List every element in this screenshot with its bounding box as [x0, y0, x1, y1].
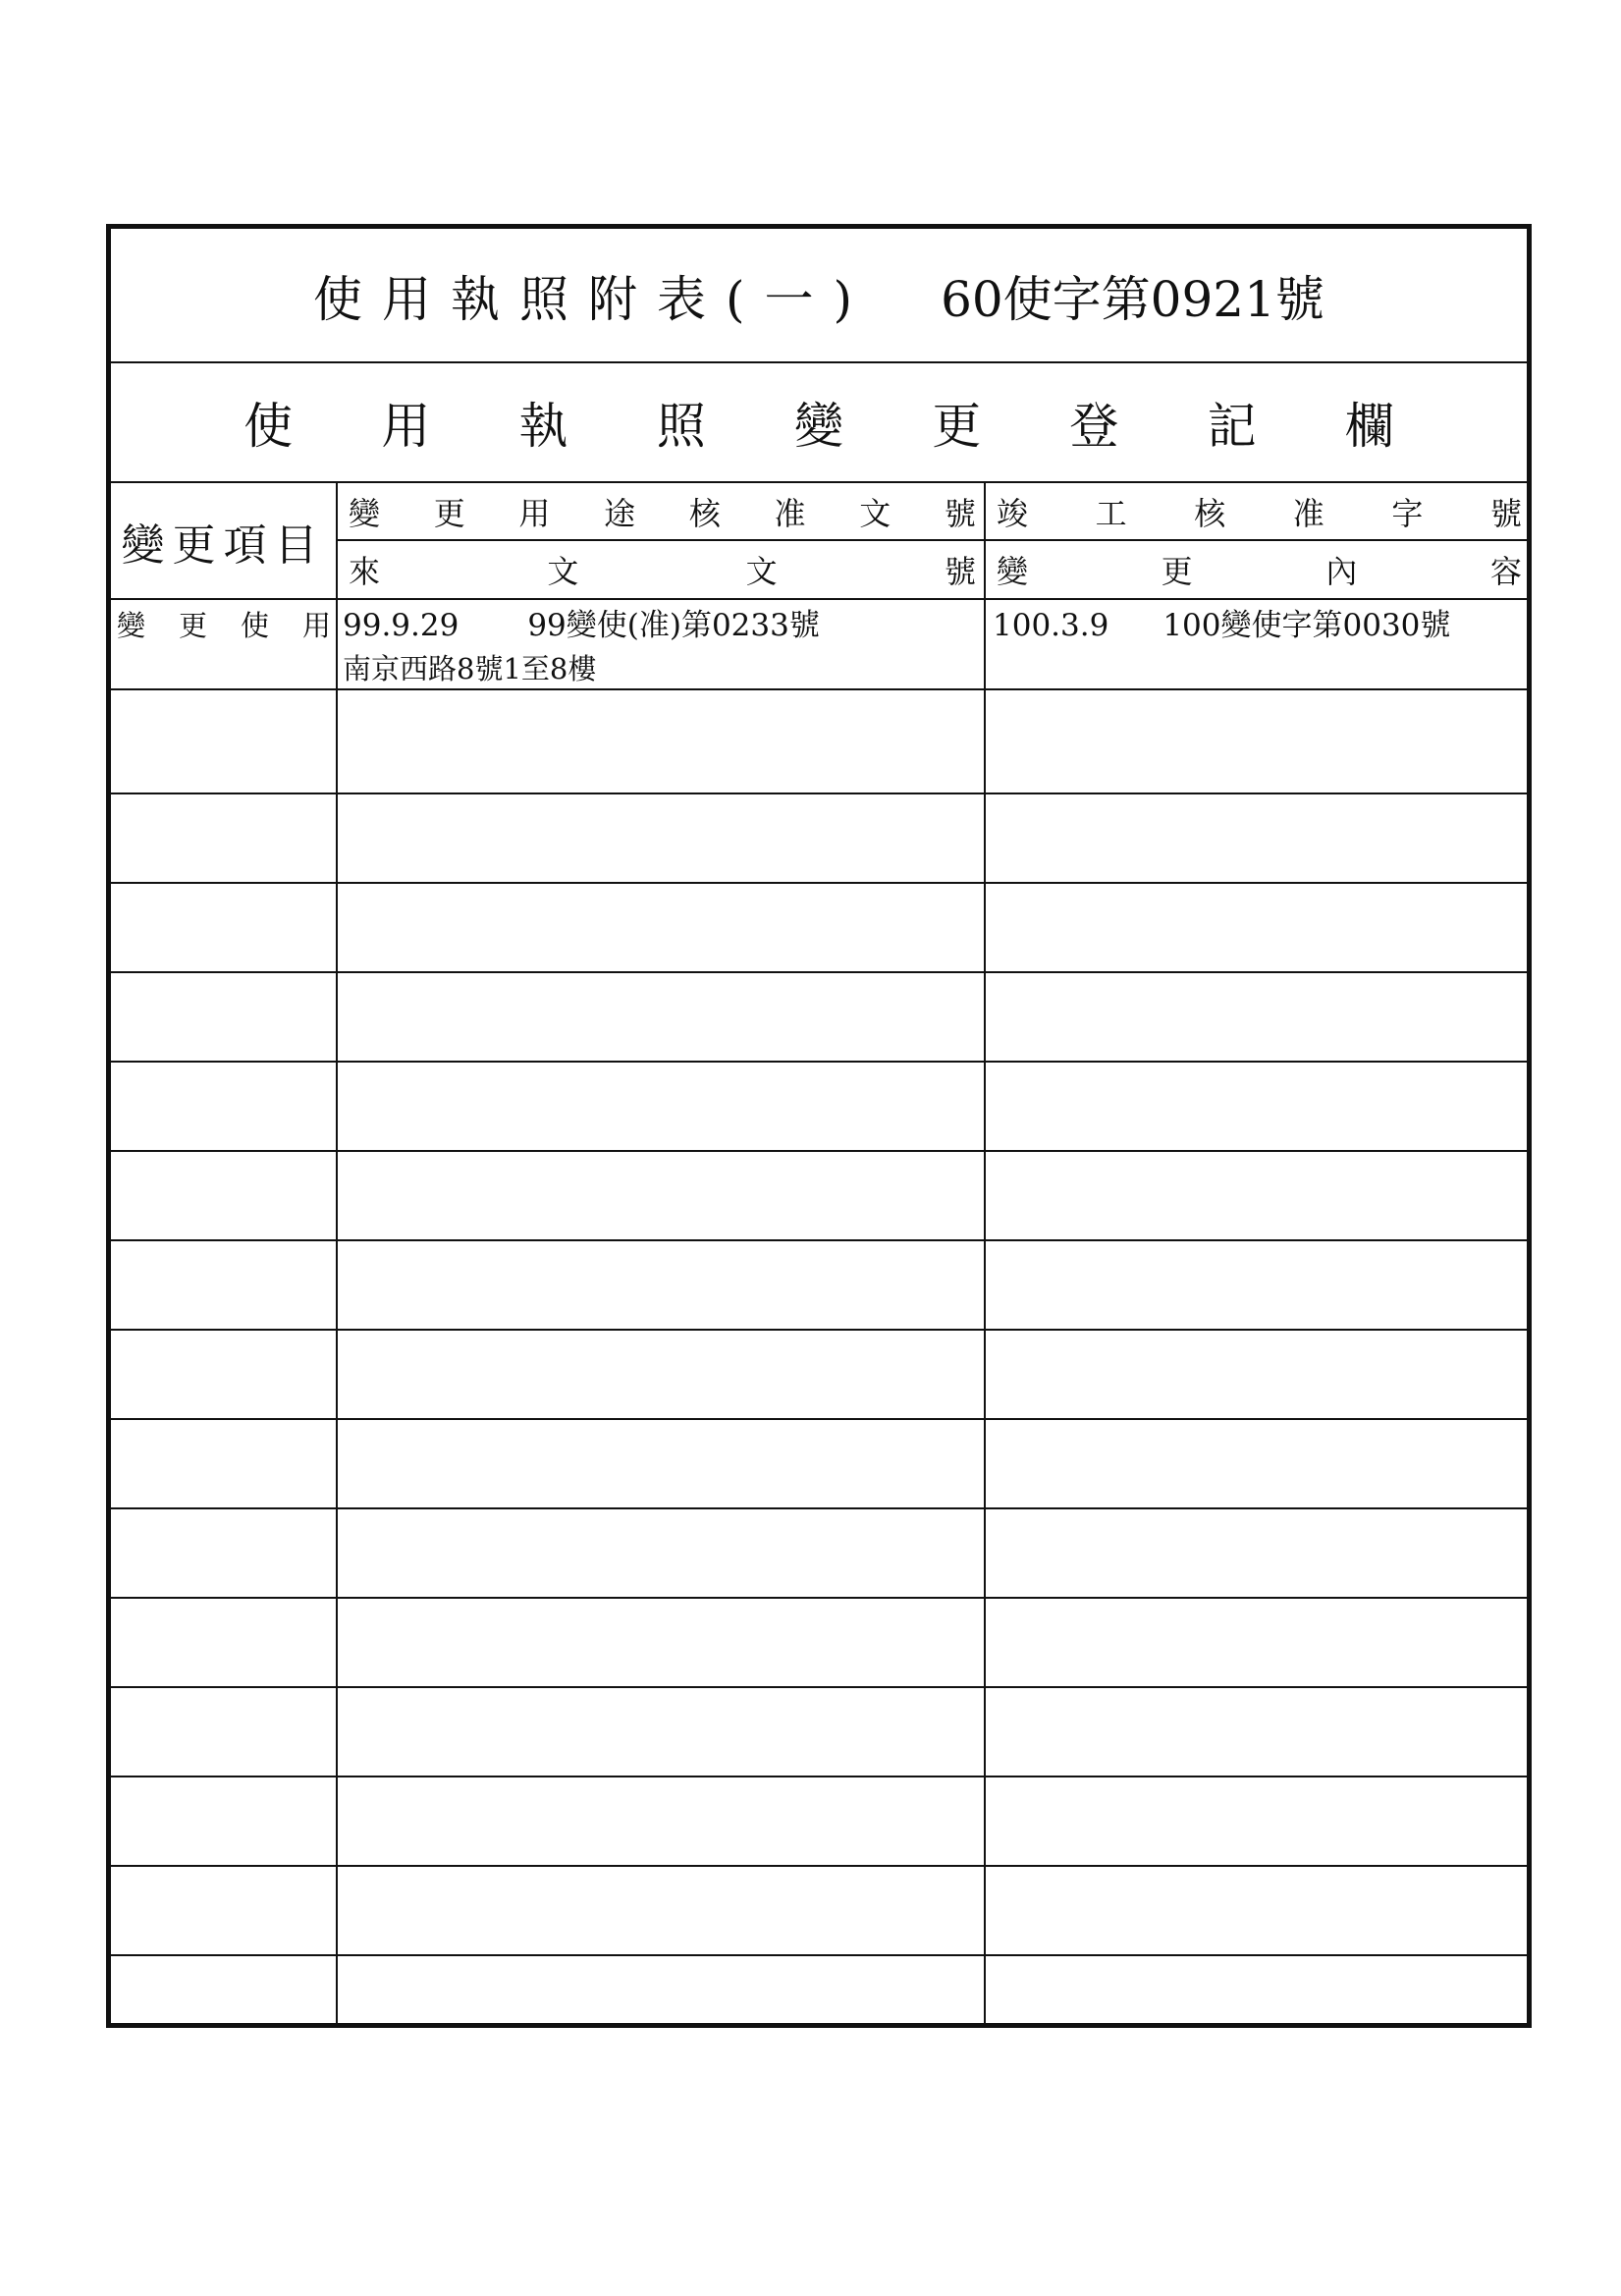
header-char: 用: [518, 494, 551, 532]
column-header-change-content: [989, 541, 1526, 598]
column-header-item: 變更項目: [121, 519, 326, 571]
row-divider: [111, 1686, 1527, 1688]
row-approval: [343, 604, 981, 690]
header-char: 字: [1391, 494, 1424, 532]
header-char: 變: [349, 494, 381, 532]
section-title-char: 用: [381, 398, 431, 455]
row-divider: [111, 1507, 1527, 1509]
row-divider: [111, 882, 1527, 884]
header-char: 途: [604, 494, 636, 532]
column-header-completion-no: [989, 483, 1526, 539]
header-char: 號: [944, 494, 976, 532]
column-header-incoming-doc: [341, 541, 984, 598]
license-number: 60使字第0921號: [941, 270, 1324, 328]
column-header-approval-no: [341, 483, 984, 539]
row-divider: [111, 1597, 1527, 1599]
title-row: [111, 229, 1527, 361]
header-char: 變: [997, 553, 1029, 590]
item-char: 變: [117, 609, 146, 642]
row-item: [117, 604, 331, 647]
item-char: 使: [240, 609, 269, 642]
header-char: 文: [859, 494, 892, 532]
row-divider: [111, 1061, 1527, 1063]
header-char: 來: [349, 553, 381, 590]
header-char: 准: [774, 494, 806, 532]
section-title-char: 使: [243, 398, 294, 455]
header-char: 更: [1161, 553, 1193, 590]
completion-date: 100.3.9: [993, 608, 1109, 643]
row-divider: [111, 1865, 1527, 1867]
header-char: 更: [433, 494, 465, 532]
section-title-char: 登: [1069, 398, 1119, 455]
completion-number: 100變使字第0030號: [1162, 608, 1451, 643]
header-char: 核: [1194, 494, 1226, 532]
row-divider: [111, 688, 1527, 690]
header-char: 准: [1292, 494, 1324, 532]
section-title: [111, 363, 1527, 481]
section-title-char: 照: [656, 398, 706, 455]
header-char: 文: [547, 553, 579, 590]
section-title-char: 變: [793, 398, 843, 455]
header-char: 文: [745, 553, 778, 590]
row-divider: [111, 1239, 1527, 1241]
row-divider: [111, 971, 1527, 973]
header-char: 容: [1489, 553, 1522, 590]
section-title-char: 記: [1207, 398, 1257, 455]
row-divider: [111, 1954, 1527, 1956]
row-divider: [111, 1150, 1527, 1152]
column-divider: [336, 481, 338, 2028]
divider: [111, 598, 1527, 600]
header-char: 工: [1095, 494, 1127, 532]
address: 南京西路8號1至8樓: [343, 652, 597, 685]
row-divider: [111, 1329, 1527, 1331]
header-char: 號: [944, 553, 976, 590]
header-char: 號: [1489, 494, 1522, 532]
item-char: 更: [178, 609, 207, 642]
section-title-char: 執: [518, 398, 568, 455]
item-char: 用: [301, 609, 331, 642]
page-title: 使用執照附表(一): [313, 270, 873, 328]
divider: [336, 539, 1527, 541]
row-divider: [111, 1776, 1527, 1777]
section-title-char: 欄: [1344, 398, 1394, 455]
row-divider: [111, 1418, 1527, 1420]
header-char: 竣: [997, 494, 1029, 532]
row-completion: [993, 604, 1523, 647]
section-title-char: 更: [932, 398, 982, 455]
header-char: 內: [1325, 553, 1358, 590]
license-form: [106, 224, 1532, 2028]
approval-number: 99變使(准)第0233號: [527, 608, 820, 643]
column-divider: [984, 481, 986, 2028]
header-char: 核: [688, 494, 721, 532]
row-divider: [111, 793, 1527, 794]
approval-date: 99.9.29: [343, 608, 459, 643]
